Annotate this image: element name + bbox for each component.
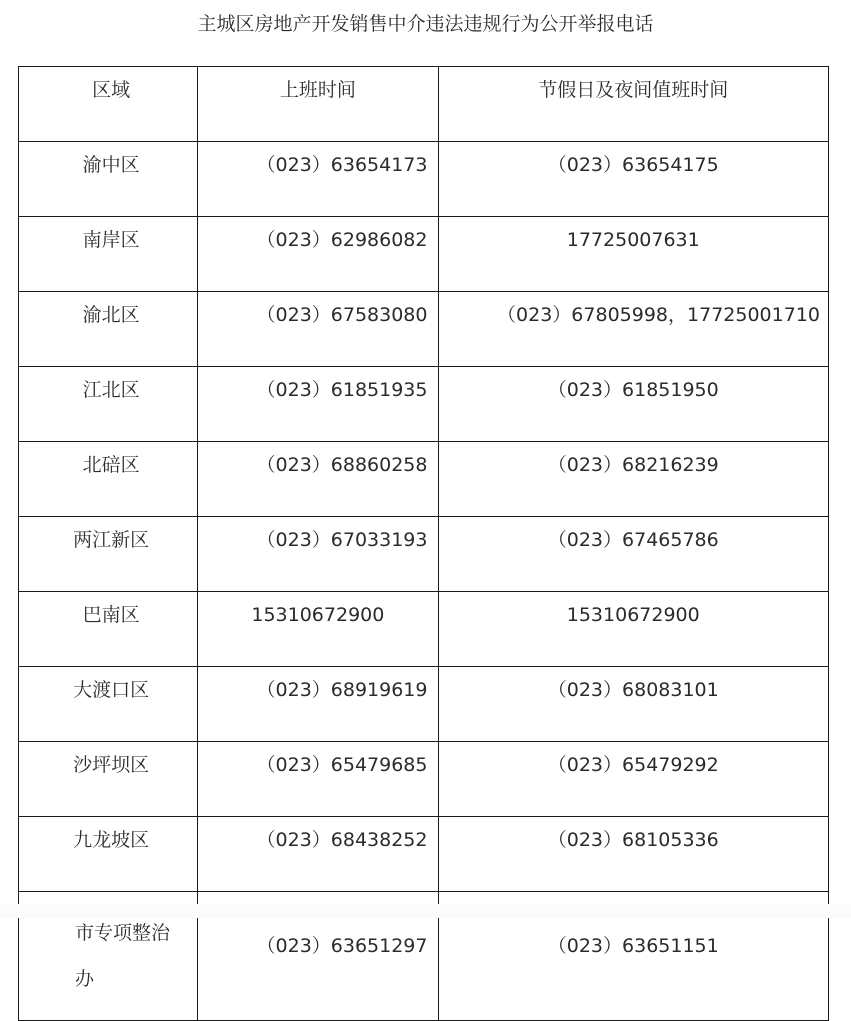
holiday-night-phone: （023）68083101 [438, 667, 829, 742]
table-row [19, 142, 829, 217]
district-cell: 市专项整治办 [19, 892, 198, 1021]
holiday-night-phone: （023）67805998，17725001710 [438, 292, 829, 367]
table-row [19, 292, 829, 367]
table-row [19, 217, 829, 292]
holiday-night-phone: （023）68216239 [438, 442, 829, 517]
holiday-night-phone: （023）65479292 [438, 742, 829, 817]
district-cell: 两江新区 [19, 517, 198, 592]
table-row [19, 592, 829, 667]
work-hours-phone: （023）67033193 [198, 517, 438, 592]
header-holiday-night: 节假日及夜间值班时间 [438, 67, 829, 142]
holiday-night-phone: （023）63654175 [438, 142, 829, 217]
work-hours-phone: （023）62986082 [198, 217, 438, 292]
work-hours-phone: （023）68919619 [198, 667, 438, 742]
district-cell: 九龙坡区 [19, 817, 198, 892]
district-cell: 江北区 [19, 367, 198, 442]
header-district: 区域 [19, 67, 198, 142]
work-hours-phone: 15310672900 [198, 592, 438, 667]
work-hours-phone: （023）68860258 [198, 442, 438, 517]
district-cell: 渝北区 [19, 292, 198, 367]
holiday-night-phone: （023）63651151 [438, 892, 829, 1021]
work-hours-phone: （023）61851935 [198, 367, 438, 442]
district-cell: 北碚区 [19, 442, 198, 517]
work-hours-phone: （023）68438252 [198, 817, 438, 892]
holiday-night-phone: （023）67465786 [438, 517, 829, 592]
hotline-table [18, 66, 829, 1021]
page-bottom-margin [0, 904, 851, 918]
table-header-row [19, 67, 829, 142]
holiday-night-phone: 17725007631 [438, 217, 829, 292]
table-row [19, 817, 829, 892]
holiday-night-phone: （023）61851950 [438, 367, 829, 442]
district-cell: 沙坪坝区 [19, 742, 198, 817]
page-title: 主城区房地产开发销售中介违法违规行为公开举报电话 [197, 13, 654, 35]
header-work-hours: 上班时间 [198, 67, 438, 142]
work-hours-phone: （023）63651297 [198, 892, 438, 1021]
district-cell: 巴南区 [19, 592, 198, 667]
table-row [19, 517, 829, 592]
holiday-night-phone: 15310672900 [438, 592, 829, 667]
table-row [19, 667, 829, 742]
district-cell: 渝中区 [19, 142, 198, 217]
table-row [19, 367, 829, 442]
district-cell: 南岸区 [19, 217, 198, 292]
work-hours-phone: （023）67583080 [198, 292, 438, 367]
table-row [19, 742, 829, 817]
table-row [19, 442, 829, 517]
work-hours-phone: （023）65479685 [198, 742, 438, 817]
work-hours-phone: （023）63654173 [198, 142, 438, 217]
holiday-night-phone: （023）68105336 [438, 817, 829, 892]
district-cell: 大渡口区 [19, 667, 198, 742]
